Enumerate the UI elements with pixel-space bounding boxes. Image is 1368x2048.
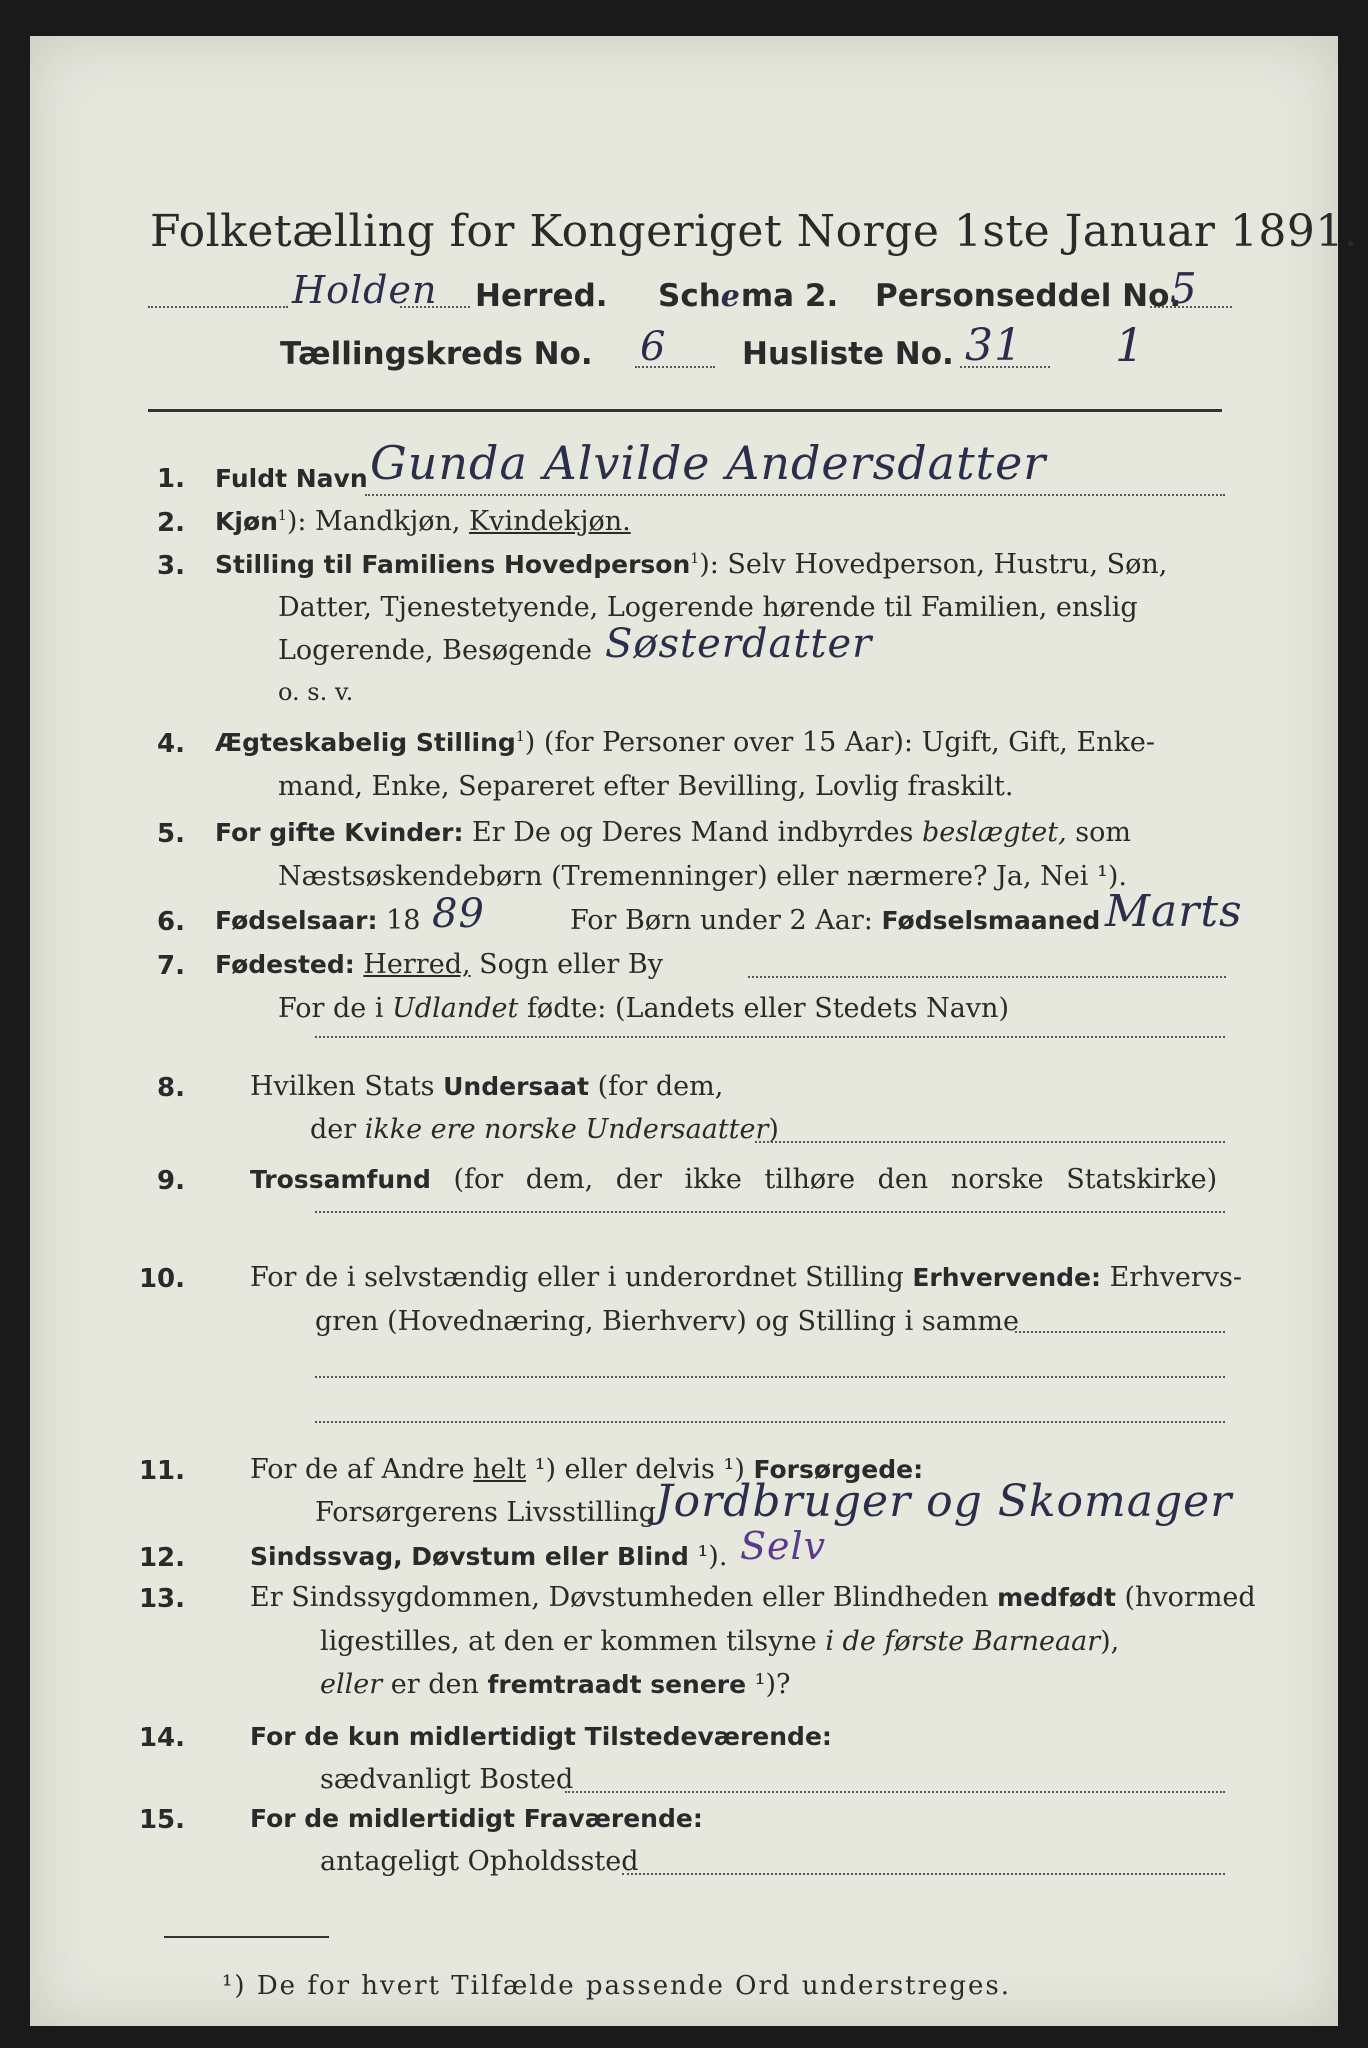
congenital-line-3: eller er den fremtraadt senere ¹)? bbox=[320, 1669, 791, 1700]
dotted-line bbox=[755, 1141, 1225, 1143]
dotted-line bbox=[565, 1791, 1225, 1793]
birth-year-value: 89 bbox=[432, 891, 485, 937]
position-line-1: Stilling til Familiens Hovedperson$^1$): Selv Hovedperson, Hustru, Søn, bbox=[215, 549, 1168, 580]
temp-absent-line-1: For de midlertidigt Fraværende: bbox=[250, 1804, 703, 1833]
occupation-line-1: For de i selvstændig eller i underordnet Stilling Erhvervende: Erhvervs- bbox=[250, 1262, 1242, 1293]
congenital-line-1: Er Sindssygdommen, Døvstumheden eller Blindheden medfødt (hvormed bbox=[250, 1582, 1256, 1613]
dotted-line bbox=[748, 976, 1226, 978]
temp-absent-line-2: antageligt Opholdssted bbox=[320, 1846, 639, 1877]
temp-present-line-2: sædvanligt Bosted bbox=[320, 1764, 574, 1795]
dotted-line bbox=[635, 366, 715, 368]
dotted-line bbox=[148, 306, 288, 308]
item-number: 13. bbox=[138, 1584, 185, 1614]
taellingskreds-label: Tællingskreds No. bbox=[280, 336, 593, 372]
dotted-line bbox=[315, 1036, 1225, 1038]
birth-month-value: Marts bbox=[1105, 886, 1243, 937]
item-number: 1. bbox=[157, 464, 185, 494]
personseddel-value: 5 bbox=[1170, 264, 1198, 313]
item-number: 5. bbox=[157, 819, 185, 849]
husliste-value: 31 bbox=[965, 320, 1023, 371]
provider-occupation-value: Jordbruger og Skomager bbox=[655, 1476, 1233, 1527]
dotted-line bbox=[400, 306, 470, 308]
dotted-line bbox=[1015, 1331, 1225, 1333]
marital-line-2: mand, Enke, Separeret efter Bevilling, Lovlig fraskilt. bbox=[278, 771, 1014, 802]
congenital-line-2: ligestilles, at den er kommen tilsyne i de første Barneaar), bbox=[320, 1626, 1120, 1657]
birthplace-line-2: For de i Udlandet fødte: (Landets eller Stedets Navn) bbox=[278, 993, 1009, 1024]
husliste-extra: 1 bbox=[1115, 318, 1146, 372]
full-name-label: Fuldt Navn bbox=[215, 464, 368, 493]
item-number: 9. bbox=[157, 1166, 185, 1196]
religion-line: Trossamfund (for dem, der ikke tilhøre den norske Statskirke) bbox=[250, 1164, 1218, 1195]
nationality-line-1: Hvilken Stats Undersaat (for dem, bbox=[250, 1071, 724, 1102]
disability-value: Selv bbox=[740, 1524, 827, 1568]
footnote-rule bbox=[164, 1936, 329, 1938]
sex-line: Kjøn$^1$): Mandkjøn, Kvindekjøn. bbox=[215, 506, 631, 537]
kinship-line-2: Næstsøskendebørn (Tremenninger) eller nærmere? Ja, Nei ¹). bbox=[278, 861, 1127, 892]
position-line-4: o. s. v. bbox=[278, 678, 354, 706]
item-number: 6. bbox=[157, 907, 185, 937]
item-number: 8. bbox=[157, 1073, 185, 1103]
herred-value: Holden bbox=[292, 268, 438, 312]
dotted-line bbox=[365, 494, 1225, 496]
occupation-line-2: gren (Hovednæring, Bierhverv) og Stilling i samme bbox=[315, 1306, 1020, 1337]
birth-month-line: For Børn under 2 Aar: Fødselsmaaned bbox=[570, 905, 1101, 936]
kinship-line-1: For gifte Kvinder: Er De og Deres Mand indbyrdes beslægtet, som bbox=[215, 817, 1131, 848]
supported-line-2: Forsørgerens Livsstilling bbox=[315, 1497, 657, 1528]
dotted-line bbox=[315, 1421, 1225, 1423]
dotted-line bbox=[622, 1873, 1225, 1875]
dotted-line bbox=[315, 1376, 1225, 1378]
item-number: 3. bbox=[157, 551, 185, 581]
herred-label: Herred. bbox=[475, 278, 608, 314]
position-value: Søsterdatter bbox=[605, 621, 873, 667]
full-name-value: Gunda Alvilde Andersdatter bbox=[370, 436, 1047, 490]
footnote: ¹) De for hvert Tilfælde passende Ord understreges. bbox=[222, 1971, 1012, 2001]
item-number: 14. bbox=[138, 1723, 185, 1753]
disability-line: Sindssvag, Døvstum eller Blind ¹). bbox=[250, 1541, 728, 1572]
schema-label: Schema 2. bbox=[658, 278, 839, 314]
position-line-2: Datter, Tjenestetyende, Logerende hørende til Familien, enslig bbox=[278, 592, 1138, 623]
supported-line-1: For de af Andre helt ¹) eller delvis ¹) Forsørgede: bbox=[250, 1454, 924, 1485]
item-number: 4. bbox=[157, 729, 185, 759]
husliste-label: Husliste No. bbox=[742, 336, 954, 372]
birth-year-line: Fødselsaar: 18 bbox=[215, 905, 421, 936]
dotted-line bbox=[1150, 306, 1232, 308]
item-number: 10. bbox=[138, 1264, 185, 1294]
personseddel-label: Personseddel No. bbox=[875, 278, 1182, 314]
position-line-3: Logerende, Besøgende bbox=[278, 635, 592, 666]
dotted-line bbox=[960, 366, 1050, 368]
form-title: Folketælling for Kongeriget Norge 1ste Januar 1891. bbox=[150, 206, 1359, 257]
dotted-line bbox=[315, 1211, 1225, 1213]
item-number: 12. bbox=[138, 1543, 185, 1573]
birthplace-line-1: Fødested: Herred, Sogn eller By bbox=[215, 949, 663, 980]
temp-present-line-1: For de kun midlertidigt Tilstedeværende: bbox=[250, 1722, 832, 1751]
item-number: 2. bbox=[157, 508, 185, 538]
nationality-line-2: der ikke ere norske Undersaatter) bbox=[310, 1114, 779, 1145]
census-form-sheet bbox=[30, 36, 1359, 2026]
item-number: 7. bbox=[157, 951, 185, 981]
marital-line-1: Ægteskabelig Stilling$^1$) (for Personer over 15 Aar): Ugift, Gift, Enke- bbox=[215, 727, 1156, 758]
taellingskreds-value: 6 bbox=[640, 324, 667, 370]
header-rule bbox=[148, 409, 1222, 412]
item-number: 15. bbox=[138, 1805, 185, 1835]
item-number: 11. bbox=[138, 1456, 185, 1486]
